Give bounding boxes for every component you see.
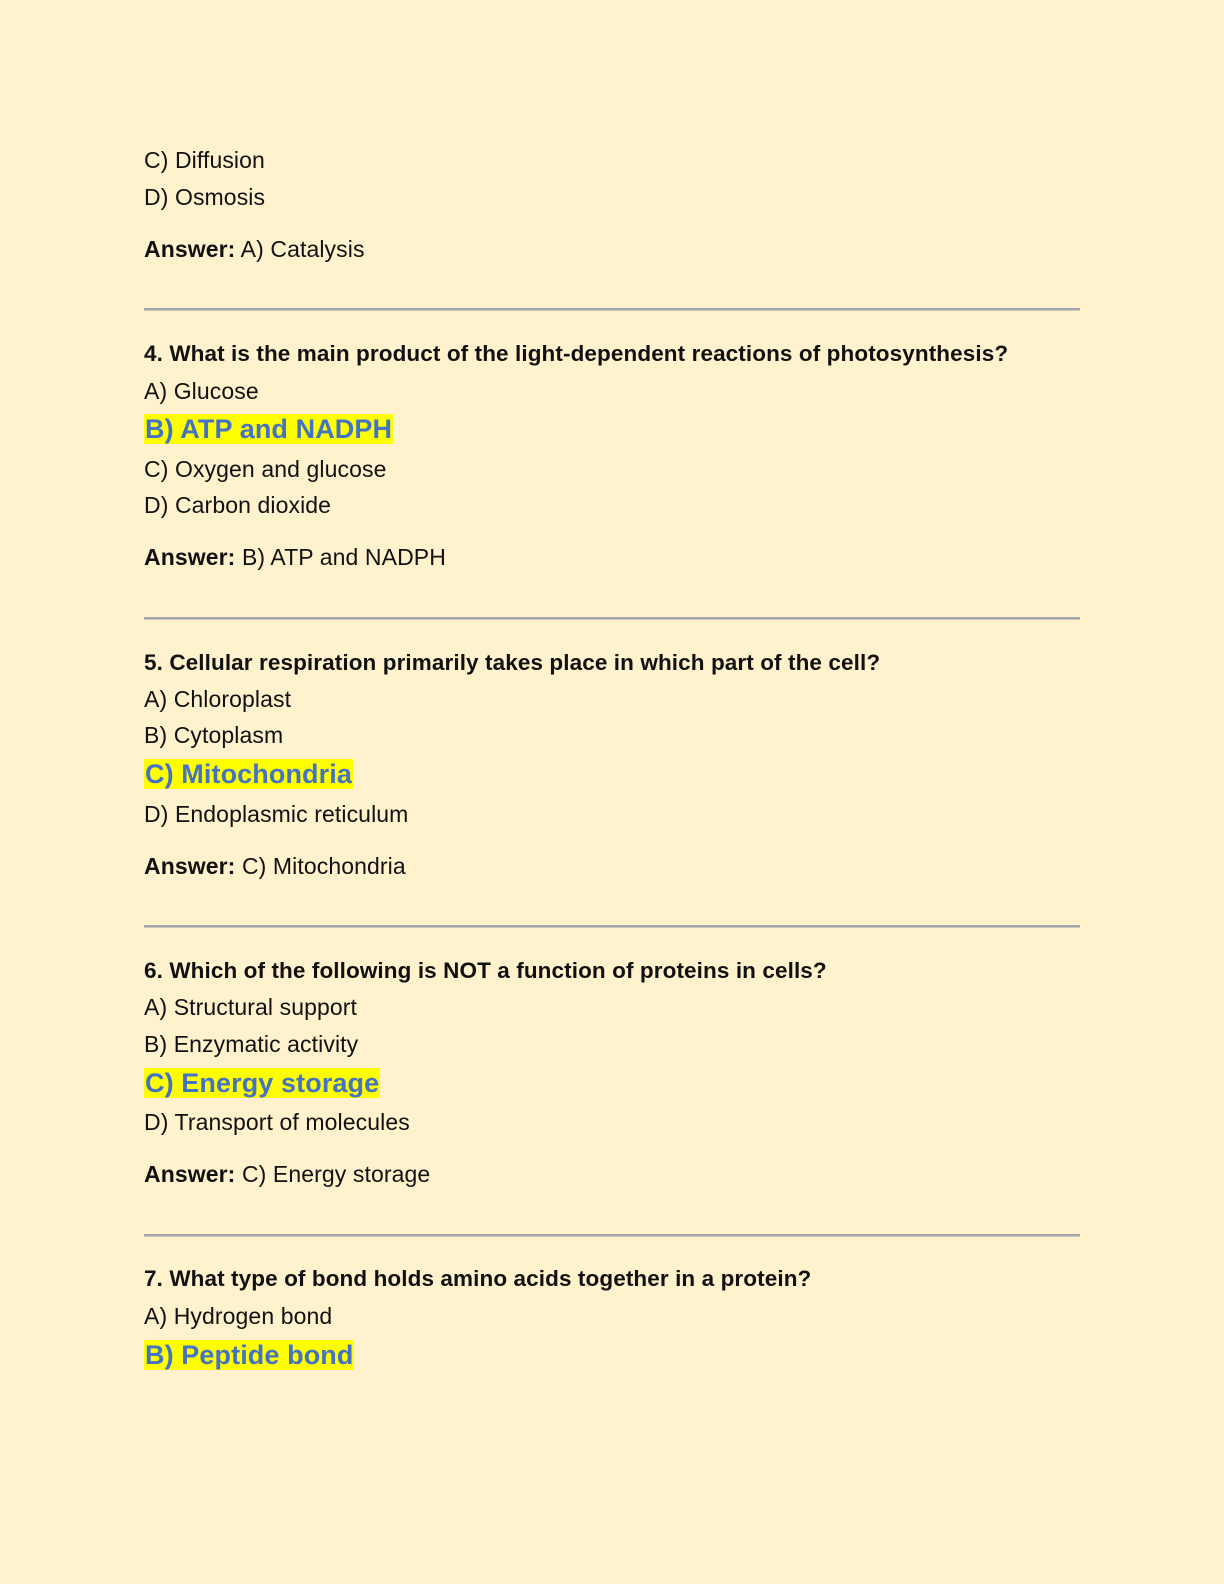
option-text: C) Diffusion — [144, 147, 265, 173]
answer-line — [144, 543, 446, 571]
answer-value: C) Mitochondria — [235, 853, 406, 879]
correct-option-highlight: C) Mitochondria — [145, 759, 352, 789]
section-divider — [144, 925, 1080, 928]
section-divider — [144, 308, 1080, 311]
option-text: D) Endoplasmic reticulum — [144, 801, 409, 827]
option-text: D) Osmosis — [144, 184, 266, 210]
question-text: 7. What type of bond holds amino acids together in a protein? — [144, 1266, 812, 1291]
answer-line — [144, 852, 406, 880]
option-text: C) Oxygen and glucose — [144, 456, 387, 482]
section-divider — [144, 1234, 1080, 1237]
option-text: D) Transport of molecules — [144, 1109, 410, 1135]
correct-option-highlight: B) ATP and NADPH — [145, 414, 393, 444]
question-text: 6. Which of the following is NOT a function of proteins in cells? — [144, 958, 827, 983]
answer-label: Answer: — [144, 1161, 236, 1187]
option-text: D) Carbon dioxide — [144, 492, 332, 518]
option-text: B) Cytoplasm — [144, 722, 284, 748]
correct-option-highlight: B) Peptide bond — [145, 1340, 354, 1370]
answer-value: A) Catalysis — [235, 236, 365, 262]
option-text: B) Enzymatic activity — [144, 1031, 359, 1057]
option-text: A) Chloroplast — [144, 686, 292, 712]
option-text: A) Structural support — [144, 994, 358, 1020]
section-divider — [144, 617, 1080, 620]
option-text: A) Glucose — [144, 378, 259, 404]
correct-option-highlight: C) Energy storage — [145, 1068, 380, 1098]
answer-value: C) Energy storage — [235, 1161, 431, 1187]
answer-label: Answer: — [144, 236, 236, 262]
document-page — [144, 0, 1080, 1584]
answer-label: Answer: — [144, 853, 236, 879]
question-text: 5. Cellular respiration primarily takes place in which part of the cell? — [144, 650, 881, 675]
answer-line — [144, 235, 365, 263]
answer-line — [144, 1160, 430, 1188]
option-text: A) Hydrogen bond — [144, 1303, 333, 1329]
question-text: 4. What is the main product of the light-dependent reactions of photosynthesis? — [144, 341, 1009, 366]
answer-value: B) ATP and NADPH — [235, 544, 446, 570]
answer-label: Answer: — [144, 544, 236, 570]
